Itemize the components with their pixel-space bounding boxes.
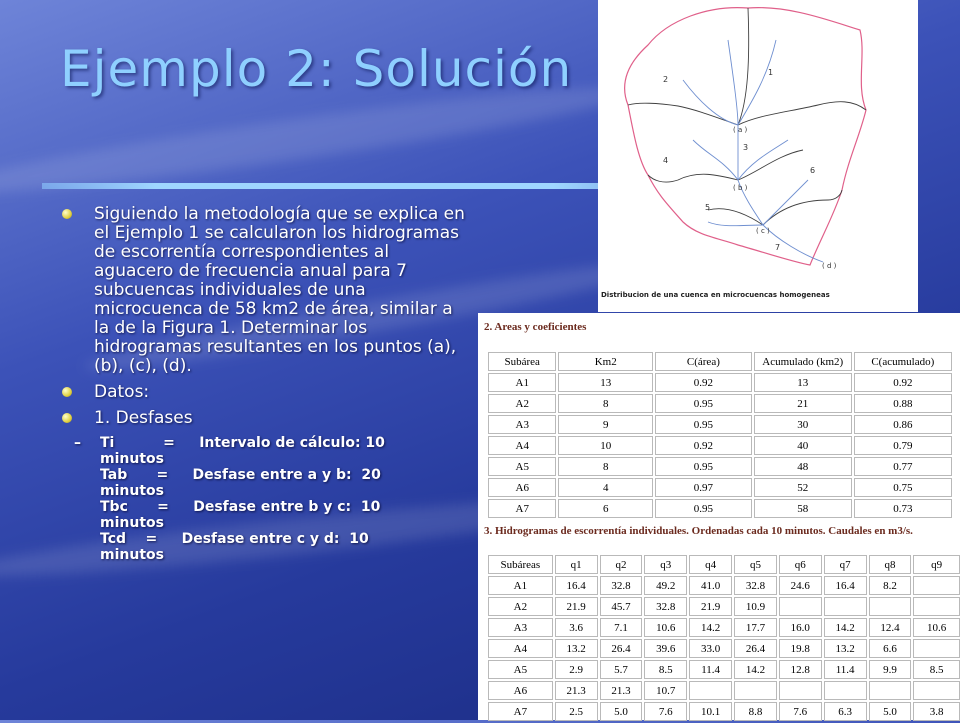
desfase-tcd-unit: minutos <box>100 547 164 563</box>
table-cell: 39.6 <box>644 639 687 658</box>
bullet-text: Datos: <box>94 382 150 402</box>
column-header: C(área) <box>655 352 752 371</box>
watershed-map-figure <box>598 0 918 312</box>
desfase-tcd: Tcd = Desfase entre c y d: 10 <box>100 531 369 547</box>
table-cell: 0.88 <box>854 394 952 413</box>
table-cell: A6 <box>488 478 556 497</box>
table-cell: 0.95 <box>655 415 752 434</box>
bullet-text: Siguiendo la metodología que se explica en el Ejemplo 1 se calcularon los hidrogramas de escorrentía correspondientes al aguacero de frecuencia anual para 7 subcuencas individuales de una microcuenca de 58 km2 de área, similar a la de la Figura 1. Determinar los hidrogramas resultantes en los puntos (a), (b), (c), (d). <box>94 204 465 376</box>
table-cell: A5 <box>488 457 556 476</box>
desfase-tab-unit: minutos <box>100 483 164 499</box>
bullet-dot-icon <box>62 413 72 423</box>
table-cell: 6.6 <box>869 639 912 658</box>
table-row <box>488 499 952 518</box>
table-cell <box>824 597 867 616</box>
table-cell: 7.6 <box>644 702 687 721</box>
table-cell: 32.8 <box>644 597 687 616</box>
stream-network <box>683 40 823 262</box>
table-cell: 5.0 <box>600 702 643 721</box>
subarea-label-4: 4 <box>663 156 669 165</box>
hydrograph-table-title: 3. Hidrogramas de escorrentía individuales. Ordenadas cada 10 minutos. Caudales en m3/s. <box>484 525 913 537</box>
bullet-dot-icon <box>62 387 72 397</box>
table-row <box>488 457 952 476</box>
column-header: q1 <box>555 555 598 574</box>
column-header: Subárea <box>488 352 556 371</box>
slide-title: Ejemplo 2: Solución <box>60 40 573 98</box>
table-cell: 14.2 <box>689 618 732 637</box>
column-header: q3 <box>644 555 687 574</box>
table-cell <box>869 681 912 700</box>
table-cell: 0.75 <box>854 478 952 497</box>
table-cell: 10.6 <box>913 618 960 637</box>
table-row <box>488 394 952 413</box>
column-header: Acumulado (km2) <box>754 352 852 371</box>
subbasin-divides <box>628 8 866 225</box>
bullet-list <box>62 205 472 563</box>
table-cell: 21.3 <box>555 681 598 700</box>
column-header: Km2 <box>558 352 652 371</box>
table-cell: 21.9 <box>555 597 598 616</box>
table-cell <box>913 597 960 616</box>
table-cell: 9.9 <box>869 660 912 679</box>
table-row <box>488 436 952 455</box>
subarea-label-3: 3 <box>743 143 749 152</box>
table-cell: 5.0 <box>869 702 912 721</box>
tables-panel <box>478 313 960 720</box>
subarea-label-2: 2 <box>663 75 669 84</box>
table-cell: 13 <box>558 373 652 392</box>
table-cell: 0.73 <box>854 499 952 518</box>
table-cell: 2.9 <box>555 660 598 679</box>
table-cell: 19.8 <box>779 639 822 658</box>
table-cell: 13 <box>754 373 852 392</box>
table-cell: 49.2 <box>644 576 687 595</box>
table-cell: 7.6 <box>779 702 822 721</box>
table-cell: 6 <box>558 499 652 518</box>
watershed-map <box>598 0 918 290</box>
table-cell: 10.7 <box>644 681 687 700</box>
table-cell <box>824 681 867 700</box>
subarea-label-5: 5 <box>705 203 711 212</box>
point-label-c: ( c ) <box>756 227 770 235</box>
areas-table <box>486 350 954 520</box>
table-cell: 0.92 <box>655 436 752 455</box>
table-cell: 4 <box>558 478 652 497</box>
table-cell: 12.8 <box>779 660 822 679</box>
table-cell: 52 <box>754 478 852 497</box>
table-cell: 0.92 <box>655 373 752 392</box>
areas-table-title: 2. Areas y coeficientes <box>484 321 587 333</box>
table-cell <box>779 597 822 616</box>
subarea-label-1: 1 <box>768 68 774 77</box>
table-cell: 10.9 <box>734 597 777 616</box>
table-cell: 12.4 <box>869 618 912 637</box>
table-cell: 8.8 <box>734 702 777 721</box>
table-cell: 3.6 <box>555 618 598 637</box>
table-cell <box>734 681 777 700</box>
table-cell <box>913 576 960 595</box>
table-cell: 6.3 <box>824 702 867 721</box>
table-cell: A4 <box>488 639 553 658</box>
table-cell: A2 <box>488 394 556 413</box>
table-cell: 0.97 <box>655 478 752 497</box>
table-cell: 30 <box>754 415 852 434</box>
point-label-a: ( a ) <box>733 126 748 134</box>
table-cell: 0.92 <box>854 373 952 392</box>
column-header: q2 <box>600 555 643 574</box>
dash-marker: – <box>74 435 81 451</box>
desfase-tab: Tab = Desfase entre a y b: 20 <box>100 467 381 483</box>
bullet-item <box>62 409 472 428</box>
table-cell: A4 <box>488 436 556 455</box>
table-cell: 33.0 <box>689 639 732 658</box>
table-cell: A3 <box>488 415 556 434</box>
desfase-tbc: Tbc = Desfase entre b y c: 10 <box>100 499 381 515</box>
table-cell: 11.4 <box>689 660 732 679</box>
table-cell: 16.4 <box>555 576 598 595</box>
subarea-label-6: 6 <box>810 166 816 175</box>
table-cell: 2.5 <box>555 702 598 721</box>
column-header: q8 <box>869 555 912 574</box>
table-row <box>488 681 960 700</box>
table-cell: 9 <box>558 415 652 434</box>
column-header: q7 <box>824 555 867 574</box>
table-cell <box>913 681 960 700</box>
table-cell: 14.2 <box>734 660 777 679</box>
table-cell <box>779 681 822 700</box>
table-cell: 32.8 <box>734 576 777 595</box>
table-cell: A1 <box>488 373 556 392</box>
table-cell: 21.3 <box>600 681 643 700</box>
table-row <box>488 576 960 595</box>
table-cell: 0.95 <box>655 499 752 518</box>
column-header: q4 <box>689 555 732 574</box>
table-row <box>488 702 960 721</box>
table-cell <box>913 639 960 658</box>
table-cell: A3 <box>488 618 553 637</box>
column-header: C(acumulado) <box>854 352 952 371</box>
column-header: Subáreas <box>488 555 553 574</box>
table-cell: 24.6 <box>779 576 822 595</box>
table-cell: 45.7 <box>600 597 643 616</box>
table-header-row <box>488 352 952 371</box>
table-cell: A5 <box>488 660 553 679</box>
table-row <box>488 415 952 434</box>
title-divider <box>42 183 610 189</box>
table-cell: 8.5 <box>644 660 687 679</box>
table-cell: 13.2 <box>555 639 598 658</box>
column-header: q5 <box>734 555 777 574</box>
table-cell: 8 <box>558 394 652 413</box>
table-cell: 8.2 <box>869 576 912 595</box>
table-row <box>488 478 952 497</box>
table-cell: 3.8 <box>913 702 960 721</box>
bullet-item <box>62 383 472 402</box>
bullet-dot-icon <box>62 209 72 219</box>
table-cell: 7.1 <box>600 618 643 637</box>
subarea-label-7: 7 <box>775 243 781 252</box>
table-header-row <box>488 555 960 574</box>
watershed-boundary <box>625 8 866 265</box>
desfase-tbc-unit: minutos <box>100 515 164 531</box>
table-cell: 21.9 <box>689 597 732 616</box>
desfase-ti: Ti = Intervalo de cálculo: 10 <box>100 435 385 451</box>
table-cell: 13.2 <box>824 639 867 658</box>
table-cell: 0.77 <box>854 457 952 476</box>
table-cell: 10.6 <box>644 618 687 637</box>
table-cell: 0.95 <box>655 394 752 413</box>
table-cell: 0.86 <box>854 415 952 434</box>
column-header: q6 <box>779 555 822 574</box>
map-caption: Distribucion de una cuenca en microcuencas homogeneas <box>601 291 830 299</box>
table-cell: 0.79 <box>854 436 952 455</box>
table-cell <box>689 681 732 700</box>
table-cell: 26.4 <box>734 639 777 658</box>
table-cell: 32.8 <box>600 576 643 595</box>
table-cell: 26.4 <box>600 639 643 658</box>
table-cell: 58 <box>754 499 852 518</box>
desfase-ti-unit: minutos <box>100 451 164 467</box>
table-cell: 10 <box>558 436 652 455</box>
table-row <box>488 639 960 658</box>
table-cell: 8.5 <box>913 660 960 679</box>
table-cell: 0.95 <box>655 457 752 476</box>
table-cell: 17.7 <box>734 618 777 637</box>
hydrograph-table <box>486 553 960 723</box>
table-row <box>488 660 960 679</box>
table-cell: 5.7 <box>600 660 643 679</box>
table-cell: 21 <box>754 394 852 413</box>
bullet-item <box>62 205 472 376</box>
table-cell: 48 <box>754 457 852 476</box>
table-cell: 8 <box>558 457 652 476</box>
column-header: q9 <box>913 555 960 574</box>
point-label-d: ( d ) <box>822 262 837 270</box>
table-cell: 10.1 <box>689 702 732 721</box>
table-cell: A6 <box>488 681 553 700</box>
table-row <box>488 618 960 637</box>
table-cell: 41.0 <box>689 576 732 595</box>
desfase-list <box>62 435 472 563</box>
table-cell: A1 <box>488 576 553 595</box>
table-cell: 16.4 <box>824 576 867 595</box>
table-row <box>488 597 960 616</box>
table-cell: A2 <box>488 597 553 616</box>
table-cell: 16.0 <box>779 618 822 637</box>
table-row <box>488 373 952 392</box>
table-cell: A7 <box>488 499 556 518</box>
table-cell <box>869 597 912 616</box>
bullet-text: 1. Desfases <box>94 408 193 428</box>
table-cell: 14.2 <box>824 618 867 637</box>
table-cell: 11.4 <box>824 660 867 679</box>
table-cell: 40 <box>754 436 852 455</box>
table-cell: A7 <box>488 702 553 721</box>
point-label-b: ( b ) <box>733 184 748 192</box>
